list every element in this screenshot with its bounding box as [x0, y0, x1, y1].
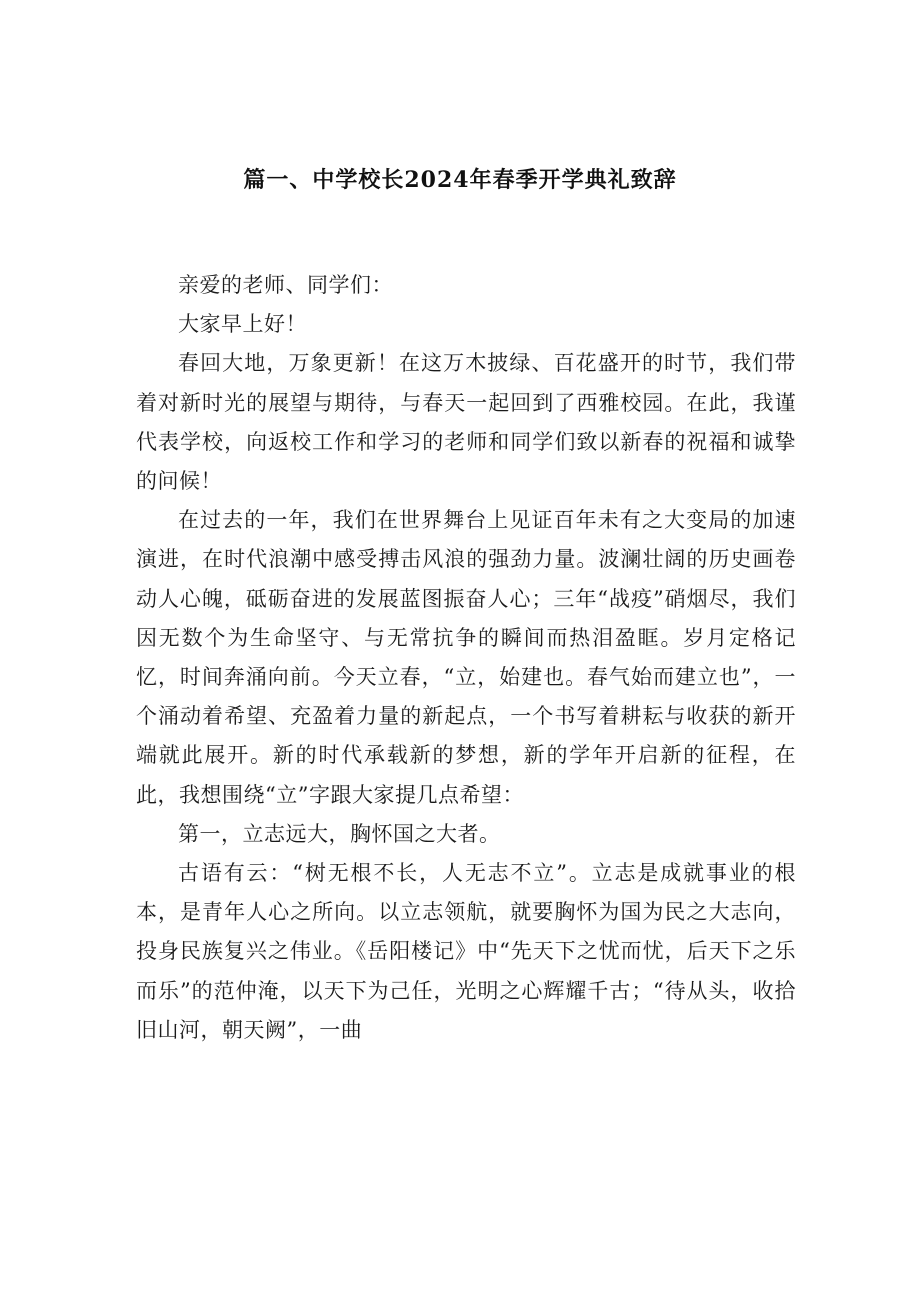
body-paragraph: 古语有云：“树无根不长，人无志不立”。立志是成就事业的根本，是青年人心之所向。以立志领航，就要胸怀为国为民之大志向，投身民族复兴之伟业。《岳阳楼记》中“先天下之忧而忧，后天下之乐而乐”的范仲淹，以天下为己任，光明之心辉耀千古；“待从头，收拾旧山河，朝天阙”，一曲	[136, 861, 796, 1042]
greeting: 大家早上好！	[178, 312, 307, 337]
salutation: 亲爱的老师、同学们：	[178, 273, 393, 297]
body-paragraph: 在过去的一年，我们在世界舞台上见证百年未有之大变局的加速演进，在时代浪潮中感受搏击风浪的强劲力量。波澜壮阔的历史画卷动人心魄，砥砺奋进的发展蓝图振奋人心；三年“战疫”硝烟尽，我们因无数个为生命坚守、与无常抗争的瞬间而热泪盈眶。岁月定格记忆，时间奔涌向前。今天立春，“立，始建也。春气始而建立也”，一个涌动着希望、充盈着力量的新起点，一个书写着耕耘与收获的新开端就此展开。新的时代承载新的梦想，新的学年开启新的征程，在此，我想围绕“立”字跟大家提几点希望：	[136, 508, 796, 807]
document-title: 篇一、中学校长2024年春季开学典礼致辞	[243, 167, 677, 193]
body-paragraph: 春回大地，万象更新！在这万木披绿、百花盛开的时节，我们带着对新时光的展望与期待，与春天一起回到了西雅校园。在此，我谨代表学校，向返校工作和学习的老师和同学们致以新春的祝福和诚挚的问候！	[136, 351, 796, 494]
document-body	[136, 266, 796, 1050]
section-heading: 第一，立志远大，胸怀国之大者。	[178, 821, 501, 846]
